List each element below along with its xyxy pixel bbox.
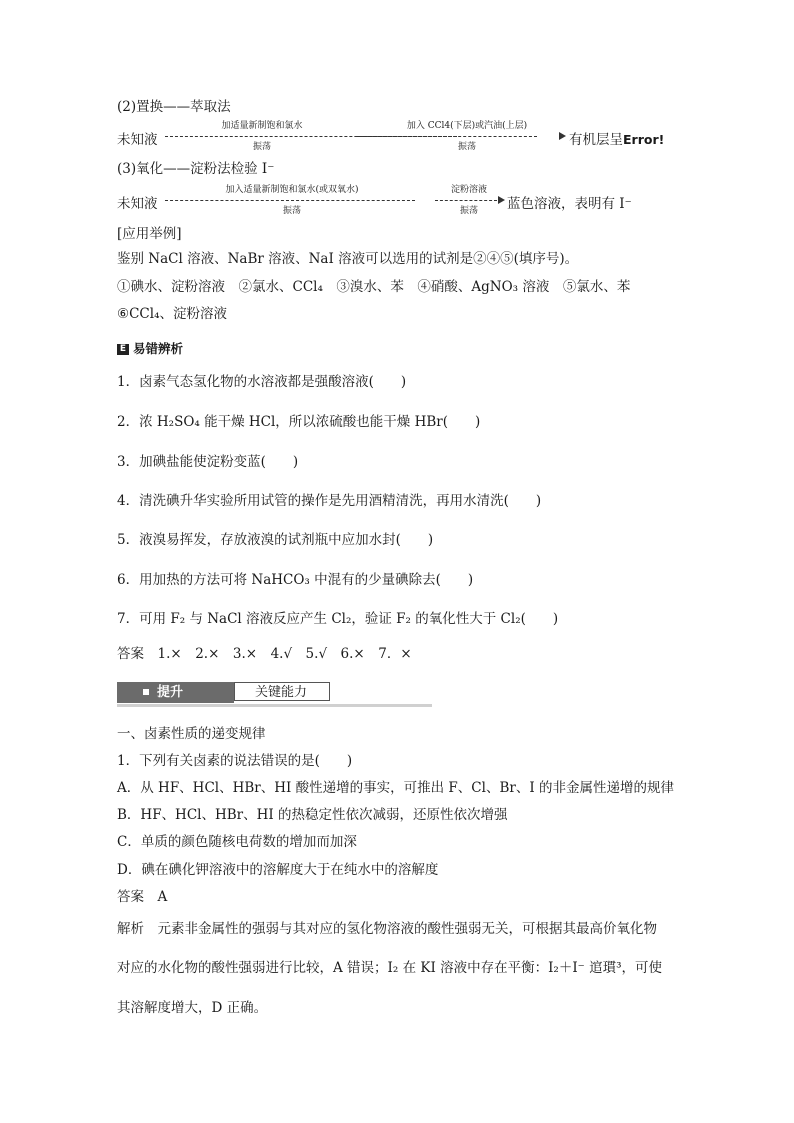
flow-step2-reagent: 加入 CCl4(下层)或汽油(上层) (406, 121, 528, 131)
errors-answer: 答案 1.× 2.× 3.× 4.√ 5.√ 6.× 7．× (117, 646, 412, 662)
flow-lead: 未知液 (117, 132, 158, 148)
flow-step2-reagent: 淀粉溶液 (450, 185, 487, 195)
section2-heading: (2)置换——萃取法 (117, 99, 231, 115)
flow-dashed-line (435, 200, 497, 201)
flow-lead: 未知液 (117, 196, 158, 212)
flow-result: 有机层呈 (569, 132, 623, 148)
part1-option: C．单质的颜色随核电荷数的增加而加深 (117, 834, 357, 850)
error-text: Error! (623, 132, 665, 147)
application-heading: [应用举例] (117, 226, 182, 242)
flow-result: 蓝色溶液，表明有 I⁻ (507, 196, 632, 212)
flow-dashed-line (165, 200, 415, 201)
section3-heading: (3)氧化——淀粉法检验 I⁻ (117, 161, 275, 177)
error-item: 4．清洗碘升华实验所用试管的操作是先用酒精清洗，再用水清洗( ) (117, 493, 542, 509)
part1-heading: 一、卤素性质的递变规律 (117, 726, 266, 742)
errors-section-title: 易错辨析 (133, 341, 184, 356)
part1-analysis-line3: 其溶解度增大，D 正确。 (117, 1000, 268, 1016)
error-item: 5．液溴易挥发，存放液溴的试剂瓶中应加水封( ) (117, 532, 434, 548)
error-item: 1．卤素气态氢化物的水溶液都是强酸溶液( ) (117, 374, 407, 390)
section-e-icon: E (117, 344, 129, 355)
flow-step1-reagent: 加适量新制饱和氯水 (221, 121, 303, 131)
banner-left-label: 提升 (157, 685, 184, 700)
application-question: 鉴别 NaCl 溶液、NaBr 溶液、NaI 溶液可以选用的试剂是②④⑤(填序号)。 (117, 251, 579, 267)
part1-option: B．HF、HCl、HBr、HI 的热稳定性依次减弱，还原性依次增强 (117, 807, 508, 823)
banner-underline (117, 704, 432, 707)
starch-flow (117, 186, 677, 214)
flow-step1-condition: 振荡 (252, 142, 271, 152)
square-bullet-icon (143, 689, 149, 695)
flow-step1-reagent: 加入适量新制饱和氯水(或双氧水) (225, 185, 359, 195)
flow-dashed-line (357, 136, 537, 137)
part1-answer: 答案 A (117, 889, 168, 905)
section-banner (117, 682, 432, 707)
arrow-right-icon (498, 196, 505, 204)
error-item: 6．用加热的方法可将 NaHCO₃ 中混有的少量碘除去( ) (117, 572, 474, 588)
flow-step1-condition: 振荡 (282, 206, 301, 216)
part1-option: A．从 HF、HCl、HBr、HI 酸性递增的事实，可推出 F、Cl、Br、I 的非金属性递增的规律 (117, 780, 674, 796)
part1-analysis-line2: 对应的水化物的酸性强弱进行比较，A 错误；I₂ 在 KI 溶液中存在平衡：I₂＋I⁻ 逭瑻³，可使 (117, 960, 662, 976)
part1-question: 1．下列有关卤素的说法错误的是( ) (117, 753, 353, 769)
banner-right-label: 关键能力 (234, 682, 330, 701)
errors-section-header (117, 340, 183, 358)
error-item: 2．浓 H₂SO₄ 能干燥 HCl，所以浓硫酸也能干燥 HBr( ) (117, 414, 481, 430)
flow-step2-condition: 振荡 (457, 142, 476, 152)
error-item: 3．加碘盐能使淀粉变蓝( ) (117, 454, 299, 470)
part1-analysis-line1: 解析 元素非金属性的强弱与其对应的氢化物溶液的酸性强弱无关，可根据其最高价氧化物 (117, 921, 657, 937)
arrow-right-icon (559, 132, 566, 140)
part1-option: D．碘在碘化钾溶液中的溶解度大于在纯水中的溶解度 (117, 862, 439, 878)
error-item: 7．可用 F₂ 与 NaCl 溶液反应产生 Cl₂，验证 F₂ 的氧化性大于 Cl₂( ) (117, 611, 559, 627)
flow-step2-condition: 振荡 (459, 206, 478, 216)
application-options-line1: ①碘水、淀粉溶液 ②氯水、CCl₄ ③溴水、苯 ④硝酸、AgNO₃ 溶液 ⑤氯水、苯 (117, 279, 631, 295)
extraction-flow (117, 122, 677, 150)
application-options-line2: ⑥CCl₄、淀粉溶液 (117, 306, 227, 322)
